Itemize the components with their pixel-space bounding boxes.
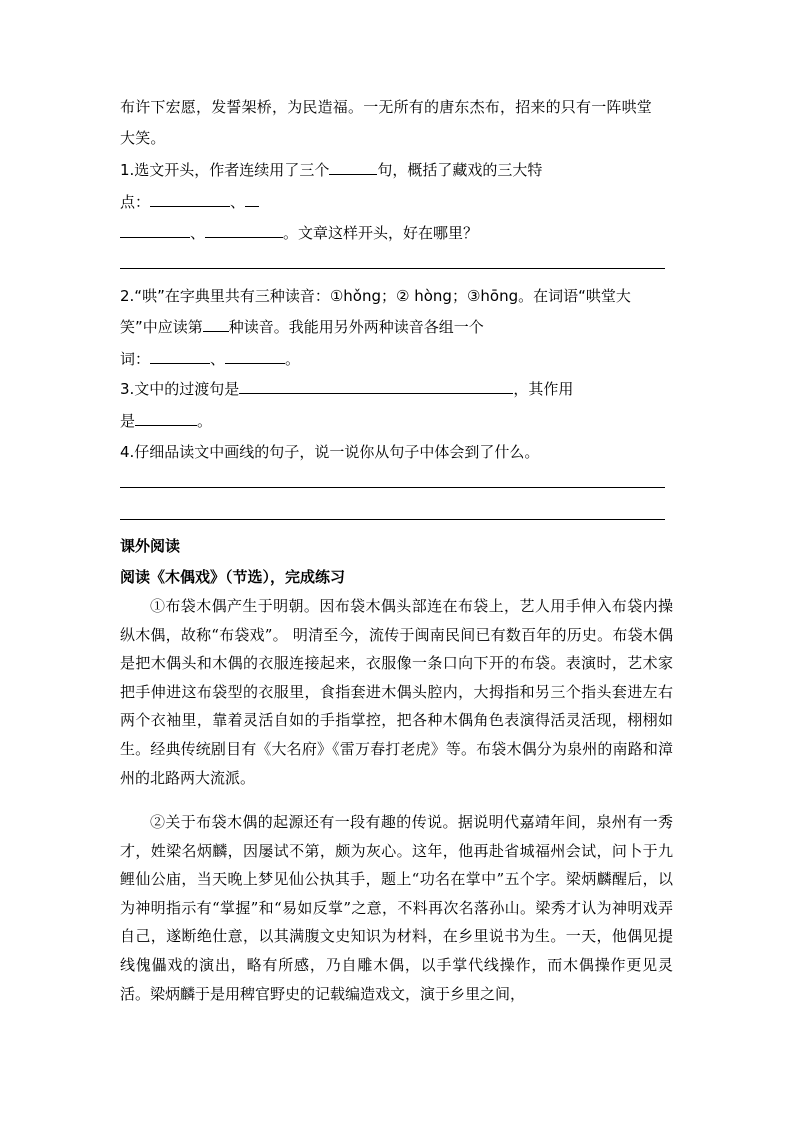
section-title: 课外阅读 — [120, 537, 181, 555]
question-1-text: 点： — [120, 193, 151, 211]
answer-blank[interactable] — [225, 349, 285, 364]
question-1-text: 句，概括了藏戏的三大特 — [377, 161, 543, 179]
reading-paragraph-1: ①布袋木偶产生于明朝。因布袋木偶头部连在布袋上，艺人用手伸入布袋内操纵木偶，故称“布袋戏”。 明清至今，流传于闽南民间已有数百年的历史。布袋木偶是把木偶头和木偶的衣服连接起来，衣服像一条口向下开的布袋。表演时，艺术家把手伸进这布袋型的衣服里，食指套进木偶头腔内，大拇指和另三个指头套进左右两个衣袖里，靠着灵活自如的手指掌控，把各种木偶角色表演得活灵活现，栩栩如生。经典传统剧目有《大名府》《雷万春打老虎》等。布袋木偶分为泉州的南路和漳州的北路两大流派。 — [120, 597, 673, 787]
question-2-line-3 — [120, 348, 300, 369]
question-1 — [120, 159, 542, 180]
answer-blank[interactable] — [150, 192, 230, 207]
answer-blank[interactable] — [245, 192, 259, 207]
intro-text-line: 大笑。 — [120, 129, 166, 147]
question-2: 2.“哄”在字典里共有三种读音：①hǒng；② hòng；③hōng。在词语“哄堂大 — [120, 287, 631, 305]
question-1-line-3 — [120, 222, 478, 243]
answer-blank[interactable] — [135, 411, 197, 426]
separator: 、 — [210, 350, 226, 368]
answer-blank[interactable] — [205, 223, 283, 238]
answer-line[interactable] — [120, 519, 665, 520]
separator: 、 — [190, 224, 206, 242]
question-2-text: 笑”中应读第 — [120, 318, 203, 336]
answer-line[interactable] — [120, 268, 665, 269]
question-3 — [120, 378, 573, 399]
answer-blank[interactable] — [239, 379, 513, 394]
reading-paragraph-2: ②关于布袋木偶的起源还有一段有趣的传说。据说明代嘉靖年间，泉州有一秀才，姓梁名炳麟，因屡试不第，颇为灰心。这年，他再赴省城福州会试，问卜于九鲤仙公庙，当天晚上梦见仙公执其手，题上“功名在掌中”五个字。梁炳麟醒后，以为神明指示有“掌握”和“易如反掌”之意，不料再次名落孙山。梁秀才认为神明戏弄自己，遂断绝仕意，以其满腹文史知识为材料，在乡里说书为生。一天，他偶见提线傀儡戏的演出，略有所感，乃自雕木偶，以手掌代线操作，而木偶操作更见灵活。梁炳麟于是用稗官野史的记载编造戏文，演于乡里之间， — [120, 813, 673, 1003]
answer-line[interactable] — [120, 487, 665, 488]
question-4: 4.仔细品读文中画线的句子，说一说你从句子中体会到了什么。 — [120, 443, 540, 461]
section-subtitle: 阅读《木偶戏》（节选），完成练习 — [120, 568, 346, 586]
answer-blank[interactable] — [203, 317, 229, 332]
question-2-text: 种读音。我能用另外两种读音各组一个 — [228, 318, 484, 336]
punctuation: 。 — [197, 412, 213, 430]
question-1-line-2 — [120, 191, 259, 212]
question-3-text: 3.文中的过渡句是 — [120, 380, 240, 398]
question-1-text: 。文章这样开头，好在哪里？ — [283, 224, 479, 242]
question-2-text: 词： — [120, 350, 151, 368]
answer-blank[interactable] — [329, 160, 377, 175]
punctuation: 。 — [285, 350, 301, 368]
question-2-line-2 — [120, 316, 484, 337]
question-3-text: ，其作用 — [513, 380, 574, 398]
question-3-text: 是 — [120, 412, 136, 430]
separator: 、 — [230, 193, 246, 211]
intro-text-line: 布许下宏愿，发誓架桥，为民造福。一无所有的唐东杰布，招来的只有一阵哄堂 — [120, 98, 653, 116]
answer-blank[interactable] — [150, 349, 210, 364]
question-1-text: 1.选文开头，作者连续用了三个 — [120, 161, 330, 179]
question-3-line-2 — [120, 410, 212, 431]
answer-blank[interactable] — [120, 223, 190, 238]
